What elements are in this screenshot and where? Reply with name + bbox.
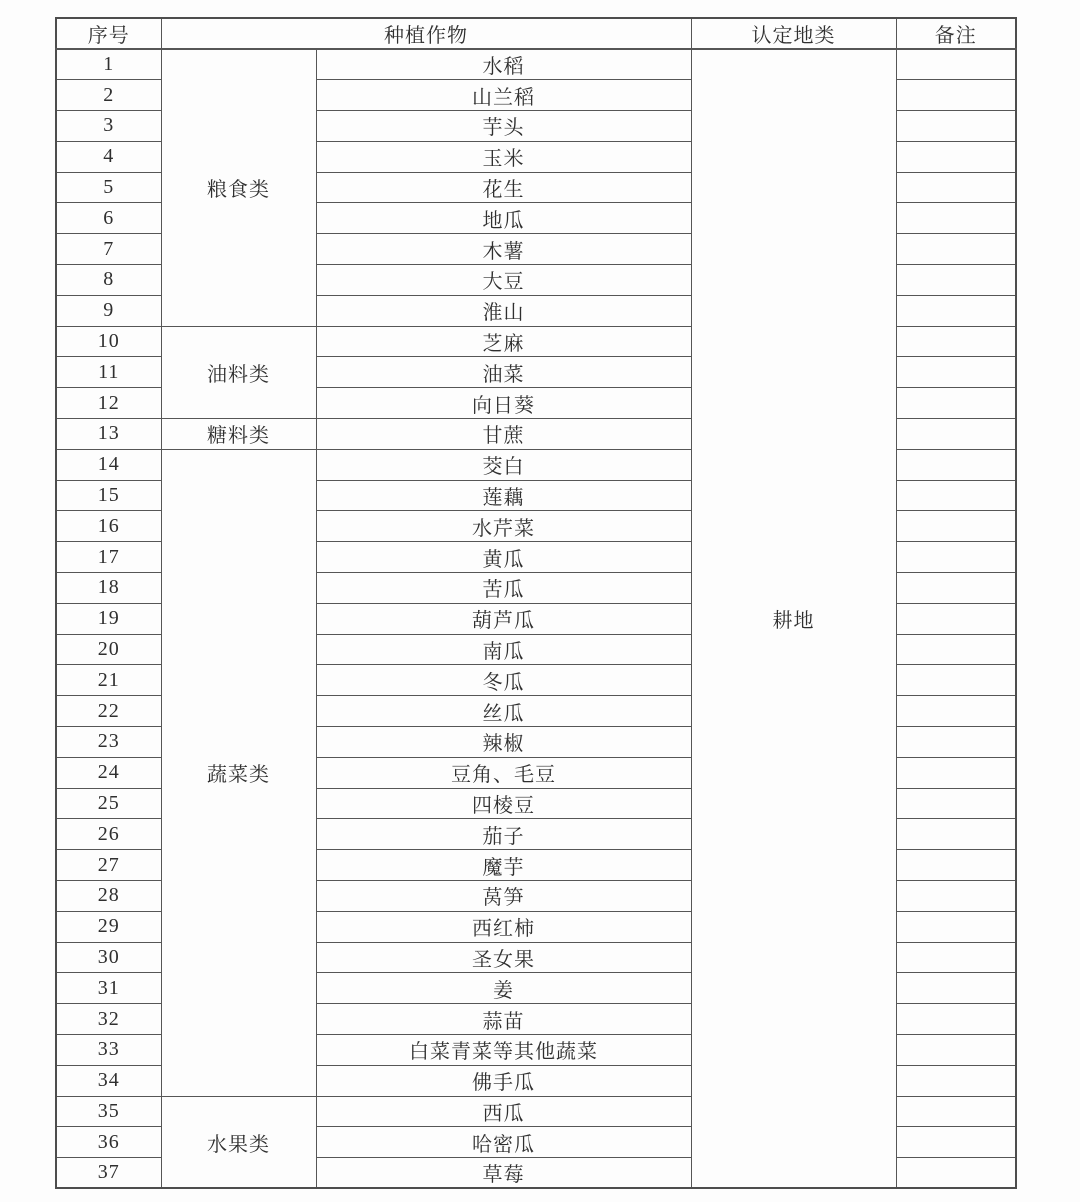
crop-name: 草莓 bbox=[316, 1158, 691, 1189]
category-cell-grain: 粮食类 bbox=[161, 49, 316, 326]
crop-name: 地瓜 bbox=[316, 203, 691, 234]
row-number: 16 bbox=[56, 511, 161, 542]
row-number: 10 bbox=[56, 326, 161, 357]
crop-name: 木薯 bbox=[316, 234, 691, 265]
remark-cell bbox=[896, 881, 1016, 912]
remark-cell bbox=[896, 203, 1016, 234]
category-cell-vegetable: 蔬菜类 bbox=[161, 449, 316, 1096]
row-number: 26 bbox=[56, 819, 161, 850]
crop-name: 淮山 bbox=[316, 295, 691, 326]
crop-name: 茄子 bbox=[316, 819, 691, 850]
remark-cell bbox=[896, 1065, 1016, 1096]
crop-name: 芝麻 bbox=[316, 326, 691, 357]
remark-cell bbox=[896, 234, 1016, 265]
remark-cell bbox=[896, 80, 1016, 111]
remark-cell bbox=[896, 788, 1016, 819]
row-number: 13 bbox=[56, 419, 161, 450]
row-number: 29 bbox=[56, 911, 161, 942]
remark-cell bbox=[896, 388, 1016, 419]
remark-cell bbox=[896, 1004, 1016, 1035]
crop-name: 葫芦瓜 bbox=[316, 603, 691, 634]
remark-cell bbox=[896, 449, 1016, 480]
crop-name: 佛手瓜 bbox=[316, 1065, 691, 1096]
row-number: 36 bbox=[56, 1127, 161, 1158]
remark-cell bbox=[896, 419, 1016, 450]
crop-name: 魔芋 bbox=[316, 850, 691, 881]
remark-cell bbox=[896, 973, 1016, 1004]
row-number: 11 bbox=[56, 357, 161, 388]
row-number: 32 bbox=[56, 1004, 161, 1035]
row-number: 8 bbox=[56, 265, 161, 296]
row-number: 31 bbox=[56, 973, 161, 1004]
row-number: 34 bbox=[56, 1065, 161, 1096]
row-number: 23 bbox=[56, 727, 161, 758]
row-number: 27 bbox=[56, 850, 161, 881]
header-remark: 备注 bbox=[896, 18, 1016, 49]
remark-cell bbox=[896, 603, 1016, 634]
crop-name: 姜 bbox=[316, 973, 691, 1004]
land-type-cell: 耕地 bbox=[691, 49, 896, 1188]
crop-name: 丝瓜 bbox=[316, 696, 691, 727]
crop-name: 西瓜 bbox=[316, 1096, 691, 1127]
crop-name: 苦瓜 bbox=[316, 573, 691, 604]
crop-name: 水芹菜 bbox=[316, 511, 691, 542]
remark-cell bbox=[896, 511, 1016, 542]
crop-name: 花生 bbox=[316, 172, 691, 203]
remark-cell bbox=[896, 542, 1016, 573]
crop-name: 黄瓜 bbox=[316, 542, 691, 573]
remark-cell bbox=[896, 911, 1016, 942]
crop-name: 圣女果 bbox=[316, 942, 691, 973]
crop-name: 莴笋 bbox=[316, 881, 691, 912]
crops-table bbox=[55, 17, 1017, 1189]
remark-cell bbox=[896, 111, 1016, 142]
crop-name: 南瓜 bbox=[316, 634, 691, 665]
remark-cell bbox=[896, 141, 1016, 172]
category-cell-oil: 油料类 bbox=[161, 326, 316, 418]
row-number: 28 bbox=[56, 881, 161, 912]
row-number: 30 bbox=[56, 942, 161, 973]
crop-name: 冬瓜 bbox=[316, 665, 691, 696]
crop-name: 芋头 bbox=[316, 111, 691, 142]
crop-name: 大豆 bbox=[316, 265, 691, 296]
row-number: 37 bbox=[56, 1158, 161, 1189]
table-row bbox=[56, 49, 1016, 80]
row-number: 15 bbox=[56, 480, 161, 511]
row-number: 5 bbox=[56, 172, 161, 203]
category-cell-fruit: 水果类 bbox=[161, 1096, 316, 1188]
row-number: 1 bbox=[56, 49, 161, 80]
row-number: 22 bbox=[56, 696, 161, 727]
crop-name: 白菜青菜等其他蔬菜 bbox=[316, 1035, 691, 1066]
row-number: 35 bbox=[56, 1096, 161, 1127]
remark-cell bbox=[896, 1096, 1016, 1127]
header-serial: 序号 bbox=[56, 18, 161, 49]
remark-cell bbox=[896, 480, 1016, 511]
remark-cell bbox=[896, 727, 1016, 758]
remark-cell bbox=[896, 634, 1016, 665]
row-number: 9 bbox=[56, 295, 161, 326]
remark-cell bbox=[896, 665, 1016, 696]
remark-cell bbox=[896, 49, 1016, 80]
remark-cell bbox=[896, 757, 1016, 788]
remark-cell bbox=[896, 326, 1016, 357]
remark-cell bbox=[896, 357, 1016, 388]
row-number: 21 bbox=[56, 665, 161, 696]
remark-cell bbox=[896, 265, 1016, 296]
crop-name: 西红柿 bbox=[316, 911, 691, 942]
crop-name: 甘蔗 bbox=[316, 419, 691, 450]
row-number: 25 bbox=[56, 788, 161, 819]
remark-cell bbox=[896, 1035, 1016, 1066]
row-number: 20 bbox=[56, 634, 161, 665]
crop-name: 山兰稻 bbox=[316, 80, 691, 111]
remark-cell bbox=[896, 295, 1016, 326]
crop-name: 辣椒 bbox=[316, 727, 691, 758]
remark-cell bbox=[896, 819, 1016, 850]
remark-cell bbox=[896, 1158, 1016, 1189]
category-cell-sugar: 糖料类 bbox=[161, 419, 316, 450]
remark-cell bbox=[896, 1127, 1016, 1158]
row-number: 12 bbox=[56, 388, 161, 419]
crop-name: 茭白 bbox=[316, 449, 691, 480]
row-number: 24 bbox=[56, 757, 161, 788]
remark-cell bbox=[896, 850, 1016, 881]
row-number: 14 bbox=[56, 449, 161, 480]
crop-name: 蒜苗 bbox=[316, 1004, 691, 1035]
crop-name: 水稻 bbox=[316, 49, 691, 80]
remark-cell bbox=[896, 573, 1016, 604]
crop-name: 莲藕 bbox=[316, 480, 691, 511]
row-number: 3 bbox=[56, 111, 161, 142]
header-crop: 种植作物 bbox=[161, 18, 691, 49]
row-number: 6 bbox=[56, 203, 161, 234]
crop-name: 油菜 bbox=[316, 357, 691, 388]
header-land: 认定地类 bbox=[691, 18, 896, 49]
crop-name: 四棱豆 bbox=[316, 788, 691, 819]
remark-cell bbox=[896, 942, 1016, 973]
header-row bbox=[56, 18, 1016, 49]
crop-name: 哈密瓜 bbox=[316, 1127, 691, 1158]
row-number: 19 bbox=[56, 603, 161, 634]
crop-name: 豆角、毛豆 bbox=[316, 757, 691, 788]
remark-cell bbox=[896, 172, 1016, 203]
row-number: 18 bbox=[56, 573, 161, 604]
row-number: 7 bbox=[56, 234, 161, 265]
remark-cell bbox=[896, 696, 1016, 727]
row-number: 17 bbox=[56, 542, 161, 573]
crop-name: 玉米 bbox=[316, 141, 691, 172]
crop-name: 向日葵 bbox=[316, 388, 691, 419]
row-number: 4 bbox=[56, 141, 161, 172]
row-number: 33 bbox=[56, 1035, 161, 1066]
row-number: 2 bbox=[56, 80, 161, 111]
